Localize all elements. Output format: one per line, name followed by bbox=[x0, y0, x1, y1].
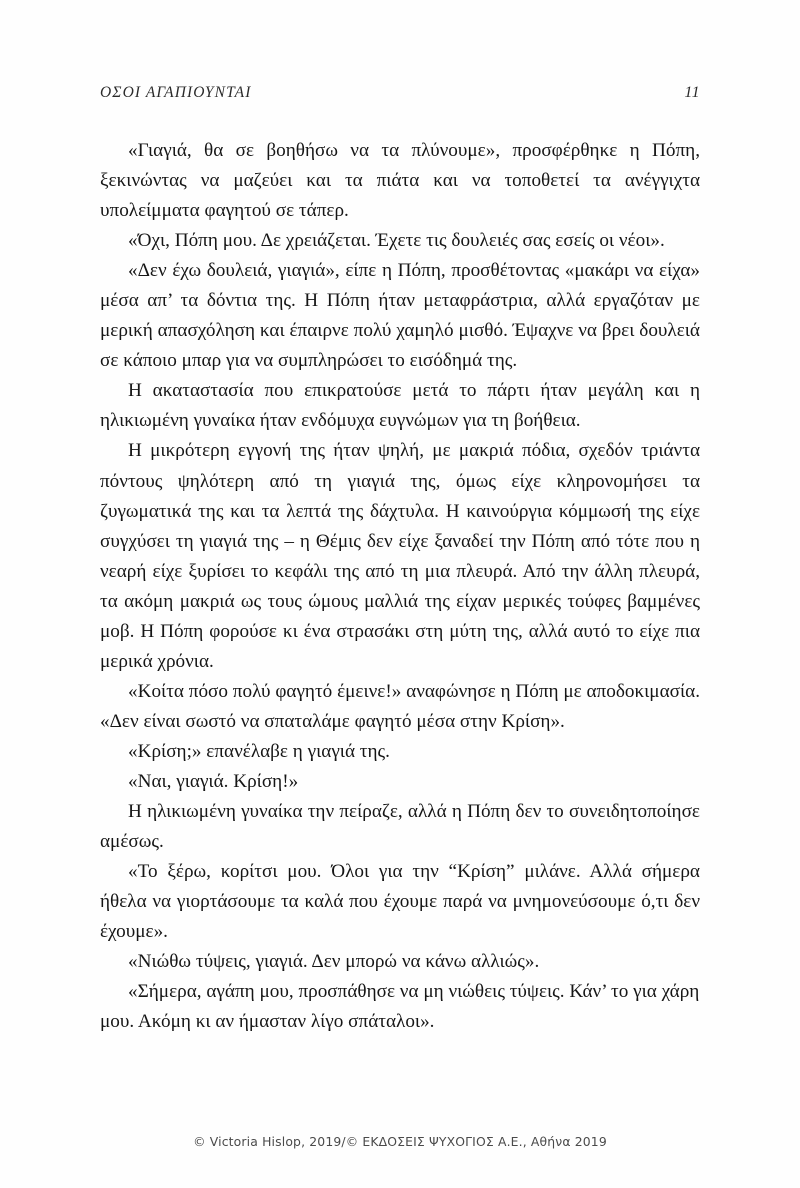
paragraph: «Το ξέρω, κορίτσι μου. Όλοι για την “Κρίση” μιλάνε. Αλλά σήμερα ήθελα να γιορτάσουμε τα καλά που έχουμε παρά να μνημονεύσουμε ό,τι δεν έχουμε». bbox=[100, 861, 700, 943]
running-head bbox=[100, 84, 700, 102]
body-text bbox=[100, 136, 700, 1037]
paragraph: «Κρίση;» επανέλαβε η γιαγιά της. bbox=[128, 740, 390, 762]
running-head-title: ΟΣΟΙ ΑΓΑΠΙΟΥΝΤΑΙ bbox=[100, 84, 252, 101]
paragraph: «Κοίτα πόσο πολύ φαγητό έμεινε!» αναφώνησε η Πόπη με αποδοκιμασία. «Δεν είναι σωστό να σπαταλάμε φαγητό μέσα στην Κρίση». bbox=[100, 680, 700, 732]
paragraph: Η ακαταστασία που επικρατούσε μετά το πάρτι ήταν μεγάλη και η ηλικιωμένη γυναίκα ήταν ενδόμυχα ευγνώμων για τη βοήθεια. bbox=[100, 380, 700, 432]
page-number: 11 bbox=[684, 84, 700, 101]
paragraph: Η ηλικιωμένη γυναίκα την πείραζε, αλλά η Πόπη δεν το συνειδητοποίησε αμέσως. bbox=[100, 801, 700, 853]
paragraph: «Όχι, Πόπη μου. Δε χρειάζεται. Έχετε τις δουλειές σας εσείς οι νέοι». bbox=[128, 230, 665, 252]
paragraph: «Δεν έχω δουλειά, γιαγιά», είπε η Πόπη, προσθέτοντας «μακάρι να είχα» μέσα απ’ τα δόντια της. Η Πόπη ήταν μεταφράστρια, αλλά εργαζόταν με μερική απασχόληση και έπαιρνε πολύ χαμηλό μισθό. Έψαχνε να βρει δουλειά σε κάποιο μπαρ για να συμπληρώσει το εισόδημά της. bbox=[100, 260, 700, 372]
copyright-notice: © Victoria Hislop, 2019/© ΕΚΔΟΣΕΙΣ ΨΥΧΟΓΙΟΣ Α.Ε., Αθήνα 2019 bbox=[193, 1134, 607, 1149]
paragraph: «Ναι, γιαγιά. Κρίση!» bbox=[128, 770, 299, 792]
paragraph: Η μικρότερη εγγονή της ήταν ψηλή, με μακριά πόδια, σχεδόν τριάντα πόντους ψηλότερη από τη γιαγιά της, όμως είχε κληρονομήσει τα ζυγωματικά της και τα λεπτά της δάχτυλα. Η καινούργια κόμμωσή της είχε συγχύσει τη γιαγιά της – η Θέμις δεν είχε ξαναδεί την Πόπη από τότε που η νεαρή είχε ξυρίσει το κεφάλι της από τη μια πλευρά. Από την άλλη πλευρά, τα ακόμη μακριά ως τους ώμους μαλλιά της είχαν μερικές τούφες βαμμένες μοβ. Η Πόπη φορούσε κι ένα στρασάκι στη μύτη της, αλλά αυτό το είχε πια μερικά χρόνια. bbox=[100, 440, 700, 672]
paragraph: «Γιαγιά, θα σε βοηθήσω να τα πλύνουμε», προσφέρθηκε η Πόπη, ξεκινώντας να μαζεύει και τα πιάτα και να τοποθετεί τα ανέγγιχτα υπολείμματα φαγητού σε τάπερ. bbox=[100, 140, 700, 222]
paragraph: «Νιώθω τύψεις, γιαγιά. Δεν μπορώ να κάνω αλλιώς». bbox=[128, 951, 540, 973]
paragraph: «Σήμερα, αγάπη μου, προσπάθησε να μη νιώθεις τύψεις. Κάν’ το για χάρη μου. Ακόμη κι αν ήμασταν λίγο σπάταλοι». bbox=[100, 981, 700, 1033]
